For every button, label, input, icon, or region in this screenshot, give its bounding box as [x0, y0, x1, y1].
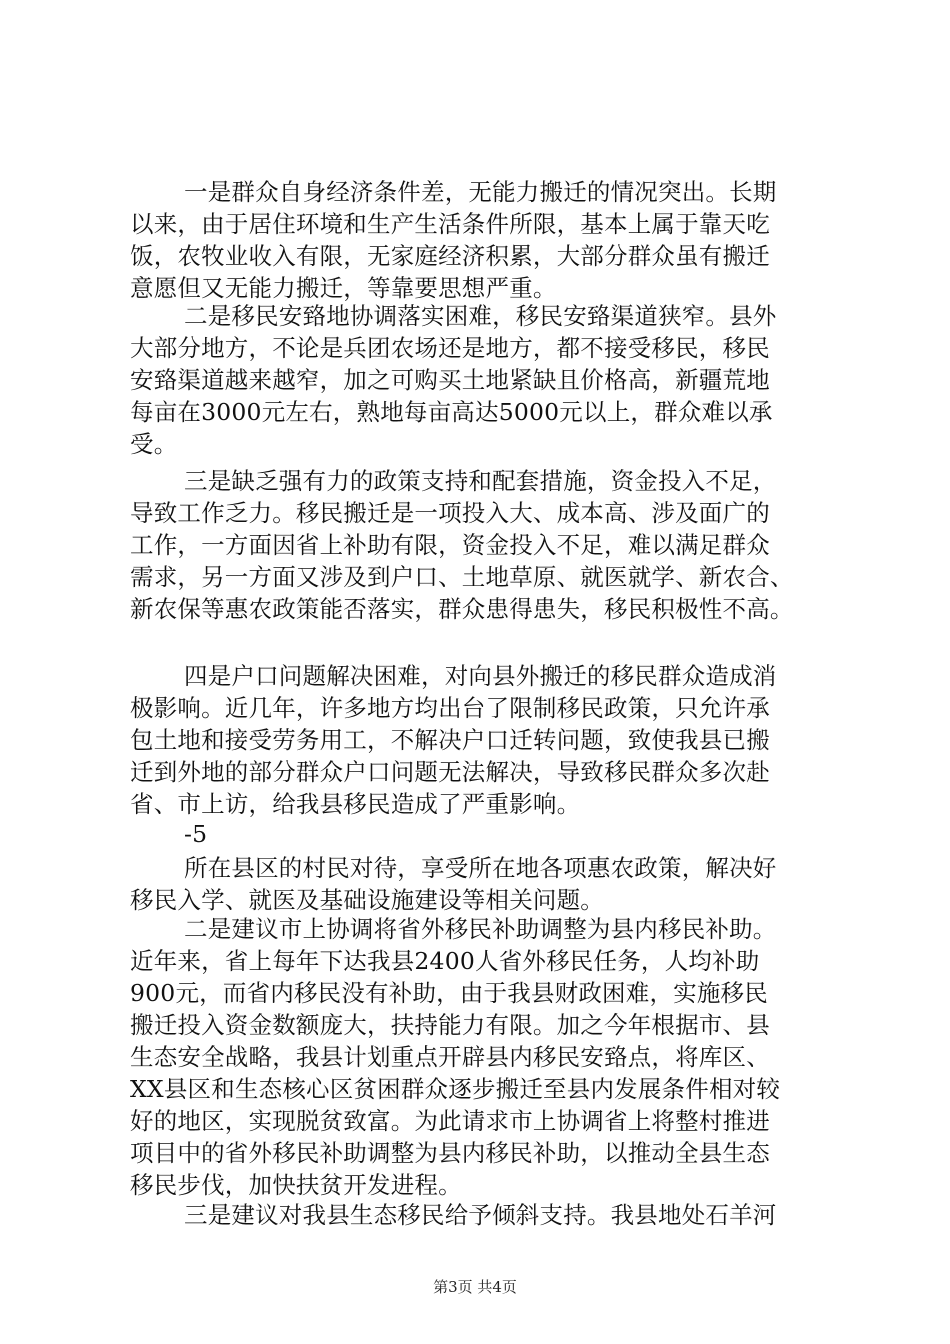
paragraph-5-line-1: 所在县区的村民对待，享受所在地各项惠农政策，解决好: [184, 854, 777, 882]
paragraph-2-line-1: 二是移民安臵地协调落实困难，移民安臵渠道狭窄。县外: [184, 302, 777, 330]
paragraph-6-line-6: XX县区和生态核心区贫困群众逐步搬迁至县内发展条件相对较: [130, 1075, 781, 1103]
paragraph-6-line-3: 900元，而省内移民没有补助，由于我县财政困难，实施移民: [130, 979, 768, 1007]
paragraph-3-line-3: 工作，一方面因省上补助有限，资金投入不足，难以满足群众: [130, 531, 770, 559]
paragraph-2-line-4: 每亩在3000元左右，熟地每亩高达5000元以上，群众难以承: [130, 398, 773, 426]
paragraph-6-line-9: 移民步伐，加快扶贫开发进程。: [130, 1171, 462, 1199]
paragraph-6-line-5: 生态安全战略，我县计划重点开辟县内移民安臵点，将库区、: [130, 1043, 770, 1071]
paragraph-6-line-7: 好的地区，实现脱贫致富。为此请求市上协调省上将整村推进: [130, 1107, 770, 1135]
paragraph-4-line-4: 迁到外地的部分群众户口问题无法解决，导致移民群众多次赴: [130, 758, 770, 786]
paragraph-4-line-2: 极影响。近几年，许多地方均出台了限制移民政策，只允许承: [130, 694, 770, 722]
paragraph-3-line-2: 导致工作乏力。移民搬迁是一项投入大、成本高、涉及面广的: [130, 499, 770, 527]
paragraph-1-line-3: 饭，农牧业收入有限，无家庭经济积累，大部分群众虽有搬迁: [130, 242, 770, 270]
paragraph-5-line-2: 移民入学、就医及基础设施建设等相关问题。: [130, 886, 604, 914]
paragraph-3-line-1: 三是缺乏强有力的政策支持和配套措施，资金投入不足，: [184, 467, 777, 495]
paragraph-6-line-8: 项目中的省外移民补助调整为县内移民补助，以推动全县生态: [130, 1139, 770, 1167]
paragraph-6-line-2: 近年来，省上每年下达我县2400人省外移民任务，人均补助: [130, 947, 760, 975]
paragraph-1-line-4: 意愿但又无能力搬迁，等靠要思想严重。: [130, 274, 557, 302]
paragraph-7-line-1: 三是建议对我县生态移民给予倾斜支持。我县地处石羊河: [184, 1201, 777, 1229]
page-number-label: 第3页 共4页: [433, 1278, 517, 1296]
page-marker: -5: [184, 820, 208, 848]
page-footer: [0, 1277, 950, 1297]
paragraph-3-line-4: 需求，另一方面又涉及到户口、土地草原、就医就学、新农合、: [130, 563, 794, 591]
paragraph-2-line-5: 受。: [130, 430, 178, 458]
paragraph-2-line-3: 安臵渠道越来越窄，加之可购买土地紧缺且价格高，新疆荒地: [130, 366, 770, 394]
paragraph-6-line-4: 搬迁投入资金数额庞大，扶持能力有限。加之今年根据市、县: [130, 1011, 770, 1039]
paragraph-3-line-5: 新农保等惠农政策能否落实，群众患得患失，移民积极性不高。: [130, 595, 794, 623]
paragraph-4-line-5: 省、市上访，给我县移民造成了严重影响。: [130, 790, 581, 818]
paragraph-2-line-2: 大部分地方，不论是兵团农场还是地方，都不接受移民，移民: [130, 334, 770, 362]
paragraph-4-line-1: 四是户口问题解决困难，对向县外搬迁的移民群众造成消: [184, 662, 777, 690]
paragraph-1-line-2: 以来，由于居住环境和生产生活条件所限，基本上属于靠天吃: [130, 210, 770, 238]
paragraph-1-line-1: 一是群众自身经济条件差，无能力搬迁的情况突出。长期: [184, 178, 777, 206]
paragraph-6-line-1: 二是建议市上协调将省外移民补助调整为县内移民补助。: [184, 915, 777, 943]
paragraph-4-line-3: 包土地和接受劳务用工，不解决户口迁转问题，致使我县已搬: [130, 726, 770, 754]
